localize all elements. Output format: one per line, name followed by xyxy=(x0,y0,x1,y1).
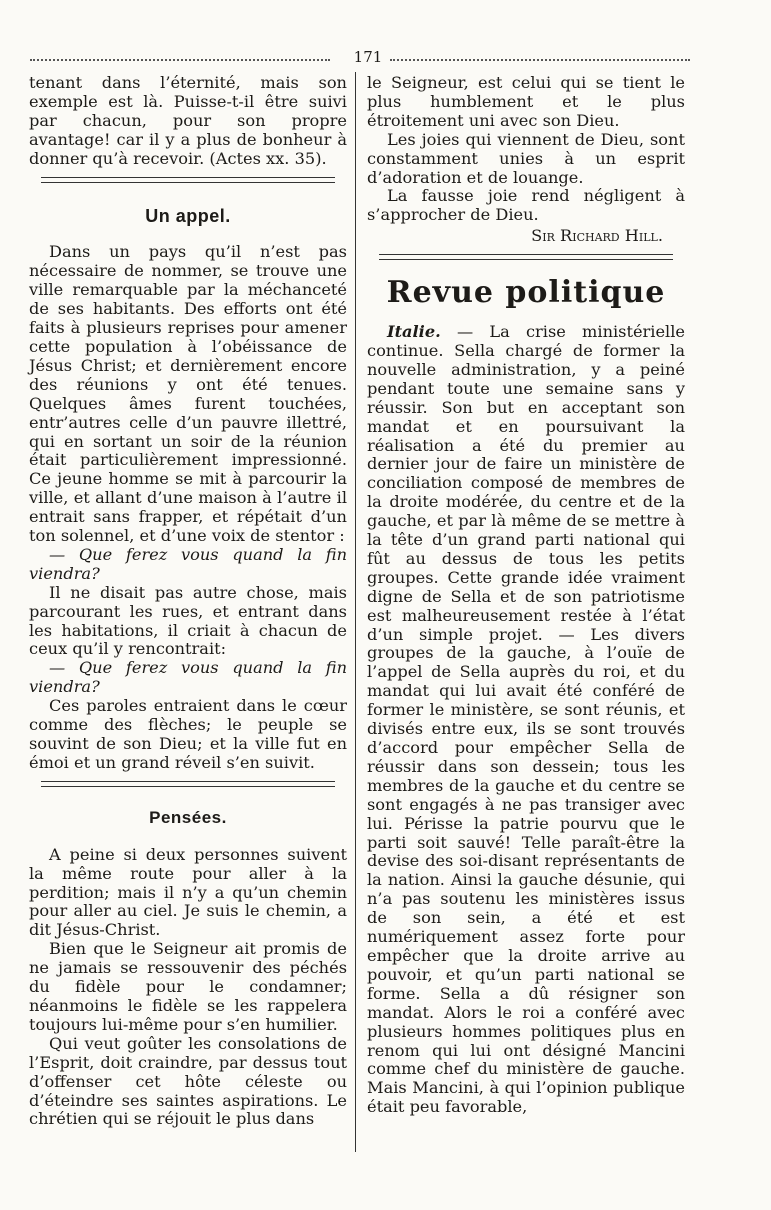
appel-quote-2: — Que ferez vous quand la fin viendra? xyxy=(29,658,347,697)
pensees-paragraph-2: Bien que le Seigneur ait promis de ne jamais se ressouvenir des péchés du fidèle pour le condamner; néanmoins le fidèle se les rappelera toujours lui-même pour s’en humilier. xyxy=(29,939,347,1034)
section-divider xyxy=(379,254,673,260)
revue-body-text: — La crise ministérielle continue. Sella chargé de former la nouvelle administration, y a peiné pendant toute une semaine sans y réussir. Son but en acceptant son mandat et en poursuivant la réalisation a été du premier au dernier jour de faire un ministère de conciliation composé de membres de la droite modérée, du centre et de la gauche, et par là même de se mettre à la tête d’un grand parti national qui fût au dessus de tous les petits groupes. Cette grande idée vraiment digne de Sella et de son patriotisme est malheureusement restée à l’état d’un simple projet. — Les divers groupes de la gauche, à l’ouïe de l’appel de Sella auprès du roi, et du mandat qui lui avait été conféré de former le ministère, se sont réunis, et divisés entre eux, ils se sont trouvés d’accord pour empêcher Sella de réussir dans son dessein; tous les membres de la gauche et du centre se sont engagés à ne pas transiger avec lui. Périsse la patrie pourvu que le parti soit sauvé! Telle paraît-être la devise des soi-disant représentants de la nation. Ainsi la gauche désunie, qui n’a pas soutenu les ministères issus de son sein, a été et est numériquement assez forte pour empêcher que la droite arrive au pouvoir, et qu’un parti national se forme. Sella a dû résigner son mandat. Alors le roi a conféré avec plusieurs hommes politiques plus en renom qui lui ont désigné Mancini comme chef du ministère de gauche. Mais Mancini, à qui l’opinion publique était peu favorable, xyxy=(367,322,685,1117)
intro-paragraph: tenant dans l’éternité, mais son exemple est là. Puisse-t-il être suivi par chacun, pour son propre avantage! car il y a plus de bonheur à donner qu’à recevoir. (Actes xx. 35). xyxy=(29,73,347,168)
pensees-paragraph-1: A peine si deux personnes suivent la même route pour aller à la perdition; mais il n’y a qu’un chemin pour aller au ciel. Je suis le chemin, a dit Jésus-Christ. xyxy=(29,844,347,940)
section-divider xyxy=(41,781,335,787)
appel-paragraph-3: Ces paroles entraient dans le cœur comme des flèches; le peuple se souvint de son Dieu; et la ville fut en émoi et un grand réveil s’en suivit. xyxy=(29,696,347,772)
pensees-paragraph-fausse-joie: La fausse joie rend négligent à s’approcher de Dieu. xyxy=(367,186,685,225)
appel-quote-1: — Que ferez vous quand la fin viendra? xyxy=(29,544,347,583)
header-rule-right xyxy=(390,59,690,61)
column-divider xyxy=(355,72,356,1152)
section-title-pensees: Pensées. xyxy=(149,807,227,827)
country-lead-italie: Italie. xyxy=(387,322,441,342)
appel-paragraph-1: Dans un pays qu’il n’est pas nécessaire de nommer, se trouve une ville remarquable par la méchanceté de ses habitants. Des efforts ont été faits à plusieurs reprises pour amener cette population à l’obéissance de Jésus Christ; et dernièrement encore des réunions y ont été tenues. Quelques âmes furent touchées, entr’autres celle d’un pauvre illettré, qui en sortant un soir de la réunion était particulièrement impressionné. Ce jeune homme se mit à parcourir la ville, et allant d’une maison à l’autre il entrait sans frapper, et répétait d’un ton solennel, et d’une voix de stentor : xyxy=(29,242,347,546)
header-rule-left xyxy=(30,59,330,61)
section-title-un-appel: Un appel. xyxy=(145,205,231,226)
section-divider xyxy=(41,177,335,183)
pensees-paragraph-3: Qui veut goûter les consolations de l’Esprit, doit craindre, par dessus tout d’offenser cet hôte céleste ou d’éteindre ses saintes aspirations. Le chrétien qui se réjouit le plus dans xyxy=(29,1033,347,1129)
appel-paragraph-2: Il ne disait pas autre chose, mais parcourant les rues, et entrant dans les habitations, il criait à chacun de ceux qu’il y rencontrait: xyxy=(29,582,347,659)
page-header xyxy=(30,48,690,70)
right-column xyxy=(367,74,685,1117)
page-number: 171 xyxy=(353,48,383,66)
pensees-paragraph-joies: Les joies qui viennent de Dieu, sont constamment unies à un esprit d’adoration et de louange. xyxy=(367,129,685,187)
signature: Sir Richard Hill. xyxy=(531,226,663,246)
section-title-revue-politique: Revue politique xyxy=(386,275,666,311)
revue-paragraph xyxy=(367,323,685,1117)
pensees-continued-paragraph: le Seigneur, est celui qui se tient le plus humblement et le plus étroitement uni avec son Dieu. xyxy=(367,73,685,130)
left-column xyxy=(29,74,347,1129)
